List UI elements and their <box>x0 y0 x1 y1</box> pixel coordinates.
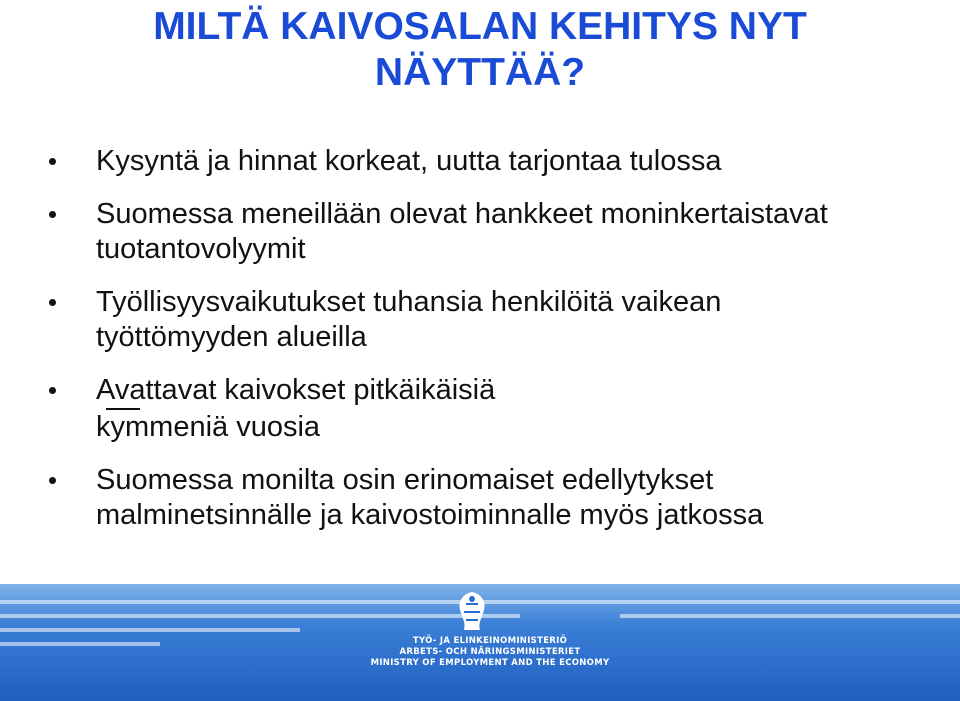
bullet-dot-icon <box>49 299 56 306</box>
bullet-line: Työllisyysvaikutukset tuhansia henkilöitä vaikean <box>96 286 722 318</box>
bullet-line: tuotantovolyymit <box>96 233 306 265</box>
decorative-stripe <box>620 614 960 618</box>
bullet-item <box>40 285 940 355</box>
ministry-name <box>360 636 620 669</box>
ministry-name-line: TYÖ- JA ELINKEINOMINISTERIÖ <box>412 636 568 646</box>
ministry-name-line: ARBETS- OCH NÄRINGSMINISTERIET <box>399 647 581 657</box>
bullet-line: Kysyntä ja hinnat korkeat, uutta tarjontaa tulossa <box>96 145 722 177</box>
bullet-text-after-dash: kymmeniä vuosia <box>96 411 321 443</box>
bullet-text <box>96 373 940 445</box>
ministry-logo <box>360 584 620 701</box>
bullet-text <box>96 144 940 179</box>
bullet-item <box>40 144 940 179</box>
bullet-item <box>40 463 940 533</box>
slide-title <box>0 4 960 96</box>
bullet-line: työttömyyden alueilla <box>96 321 367 353</box>
decorative-stripe <box>0 628 300 632</box>
bullet-dot-icon <box>49 211 56 218</box>
bullet-line: Suomessa monilta osin erinomaiset edellytykset <box>96 464 714 496</box>
bullet-line: Suomessa meneillään olevat hankkeet moninkertaistavat <box>96 198 828 230</box>
slide-title-line: NÄYTTÄÄ? <box>374 51 586 94</box>
ministry-name-line: MINISTRY OF EMPLOYMENT AND THE ECONOMY <box>370 658 610 668</box>
decorative-stripe <box>0 642 160 646</box>
bullet-item <box>40 197 940 267</box>
bullet-dot-icon <box>49 387 56 394</box>
bullet-item <box>40 373 940 445</box>
bullet-text <box>96 197 940 267</box>
bullet-line: malminetsinnälle ja kaivostoiminnalle myös jatkossa <box>96 499 764 531</box>
bullet-text <box>96 463 940 533</box>
footer-band <box>0 584 960 701</box>
lion-coat-of-arms-icon <box>452 590 492 634</box>
bullet-dot-icon <box>49 477 56 484</box>
slide-title-line: MILTÄ KAIVOSALAN KEHITYS NYT <box>153 5 807 48</box>
bullet-line <box>96 373 940 445</box>
dash-icon <box>106 408 140 410</box>
bullet-text <box>96 285 940 355</box>
bullet-dot-icon <box>49 158 56 165</box>
bullet-text-before-dash: Avattavat kaivokset pitkäikäisiä <box>96 374 496 406</box>
bullet-list <box>40 144 940 551</box>
